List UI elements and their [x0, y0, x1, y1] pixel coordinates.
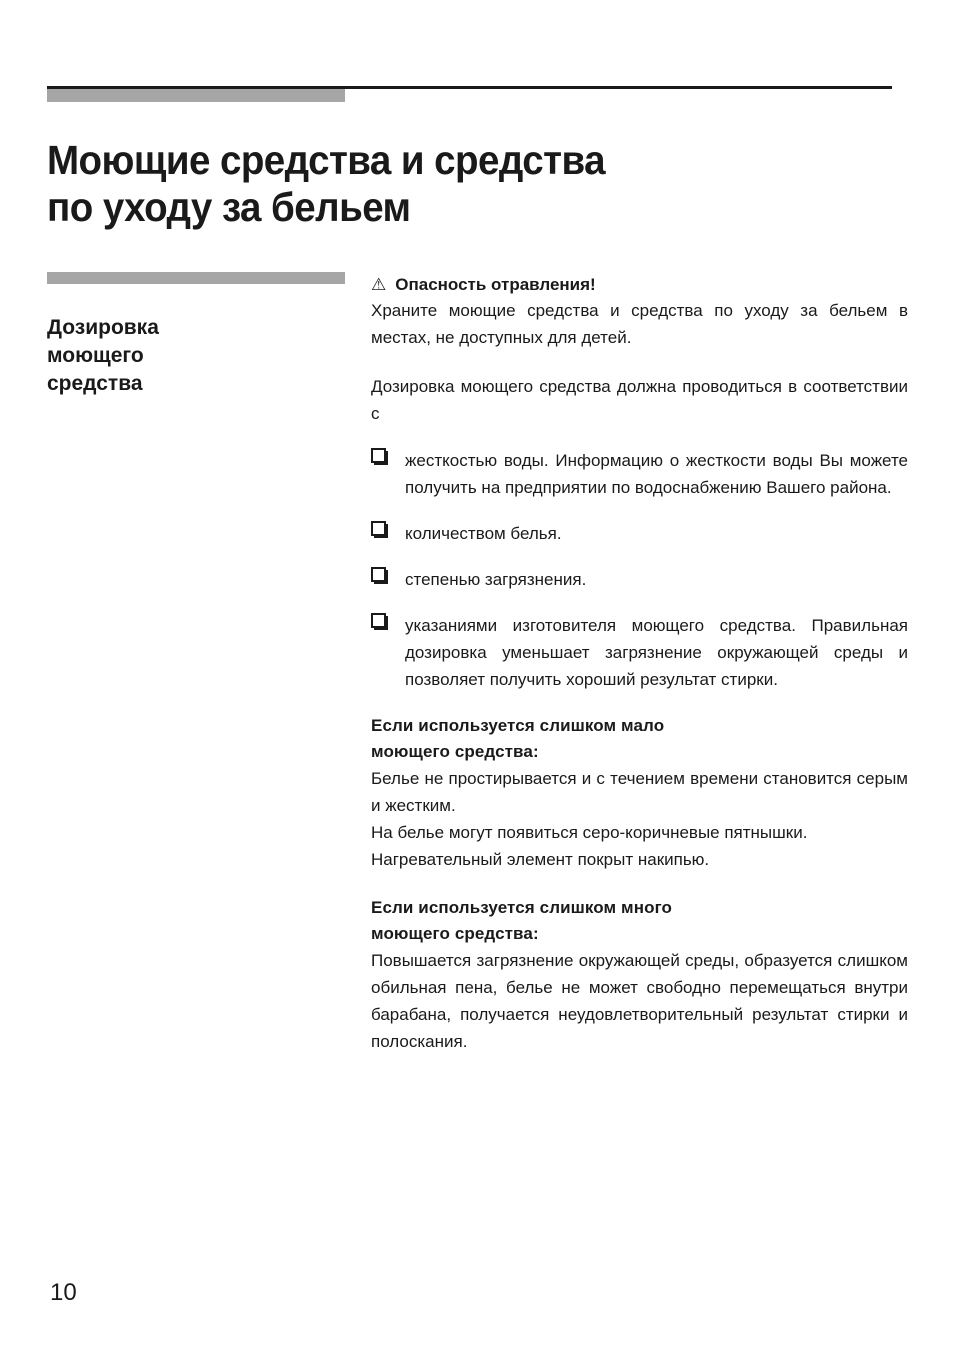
page-title	[47, 137, 855, 231]
section-paragraph: На белье могут появиться серо-коричневые пятнышки.	[371, 823, 808, 842]
page-number: 10	[50, 1279, 77, 1306]
sidebar-heading-line-3: средства	[47, 372, 143, 396]
list-item	[371, 566, 908, 593]
list-item	[371, 520, 908, 547]
spacer	[371, 427, 908, 447]
section-heading-line-1: Если используется слишком мало	[371, 716, 665, 735]
page-title-line-2: по уходу за бельем	[47, 184, 411, 231]
list-item-label: количеством белья.	[405, 524, 562, 543]
warning-text: Храните моющие средства и средства по уходу за бельем в местах, не доступных для детей.	[371, 301, 908, 347]
content-column	[371, 272, 908, 1055]
checkbox-square-bullet-icon	[371, 613, 388, 630]
section-paragraph: Белье не простирывается и с течением времени становится серым и жестким.	[371, 769, 908, 815]
sidebar-heading-line-2: моющего	[47, 344, 144, 368]
section-heading-too-much	[371, 895, 908, 947]
spacer	[371, 873, 908, 895]
spacer	[371, 351, 908, 373]
sidebar-heading-line-1: Дозировка	[47, 316, 159, 340]
section-heading-line-2: моющего средства:	[371, 742, 539, 761]
section-heading-too-little	[371, 713, 908, 765]
section-heading-line-1: Если используется слишком много	[371, 898, 673, 917]
sidebar-accent-bar	[47, 272, 345, 284]
list-item	[371, 612, 908, 693]
checkbox-square-bullet-icon	[371, 567, 388, 584]
warning-heading-label: Опасность отравления!	[395, 275, 596, 294]
list-item-label: степенью загрязнения.	[405, 570, 587, 589]
list-item	[371, 447, 908, 501]
list-item-label: указаниями изготовителя моющего средства. Правильная дозировка уменьшает загрязнение окружающей среды и позволяет получить хороший результат стирки.	[405, 616, 908, 689]
list-item-label: жесткостью воды. Информацию о жесткости воды Вы можете получить на предприятии по водоснабжению Вашего района.	[405, 451, 908, 497]
section-paragraph: Нагревательный элемент покрыт накипью.	[371, 850, 710, 869]
section-heading-line-2: моющего средства:	[371, 924, 539, 943]
checkbox-square-bullet-icon	[371, 448, 388, 465]
warning-heading	[371, 272, 908, 297]
sidebar-heading	[47, 314, 347, 398]
page-title-line-1: Моющие средства и средства	[47, 137, 605, 184]
checkbox-square-bullet-icon	[371, 521, 388, 538]
section-paragraph: Повышается загрязнение окружающей среды, образуется слишком обильная пена, белье не может свободно перемещаться внутри барабана, получается неудовлетворительный результат стирки и полоскания.	[371, 951, 908, 1051]
header-accent-bar	[47, 89, 345, 102]
dosing-criteria-list	[371, 447, 908, 693]
warning-triangle-icon: ⚠	[371, 275, 387, 294]
intro-paragraph: Дозировка моющего средства должна проводиться в соответствии с	[371, 377, 908, 423]
spacer	[371, 693, 908, 713]
